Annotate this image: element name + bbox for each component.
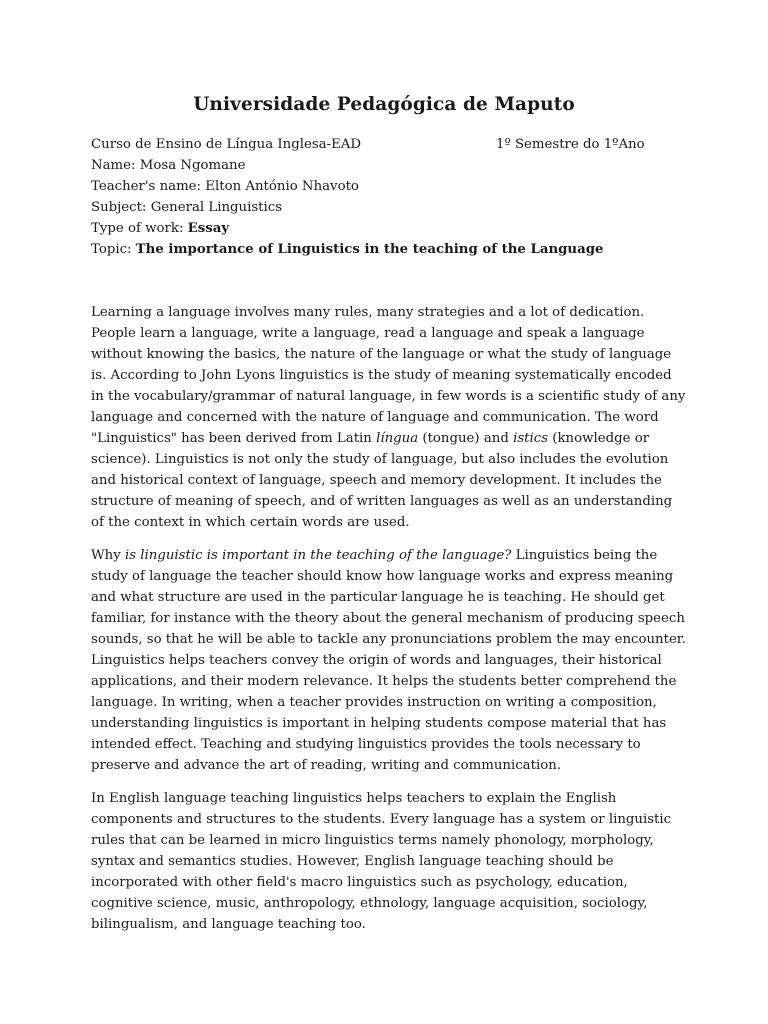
topic-line [91,239,691,260]
course-line [91,134,691,155]
subject-value: General Linguistics [150,200,283,215]
topic-label: Topic: [91,242,136,257]
course-text: Curso de Ensino de Língua Inglesa-EAD [91,137,362,152]
topic-value: The importance of Linguistics in the teaching of the Language [135,242,604,257]
paragraph-1-italic-lingua: língua [376,431,419,446]
paragraph-2-lead: Why [91,548,125,563]
document-header [91,134,691,260]
subject-line [91,197,691,218]
teacher-name-line [91,176,691,197]
subject-label: Subject: [91,200,151,215]
paragraph-3: In English language teaching linguistics helps teachers to explain the English components and structures to the students. Every language has a system or linguistic rules that can be learned in micro linguistics terms namely phonology, morphology, syntax and semantics studies. However, English language teaching should be incorporated with other field's macro linguistics such as psychology, education, cognitive science, music, anthropology, ethnology, language acquisition, sociology, bilingualism, and language teaching too. [91,791,672,932]
university-title: Universidade Pedagógica de Maputo [193,94,575,115]
work-value: Essay [187,221,230,236]
essay-body [91,302,687,947]
paragraph-2-question: is linguistic is important in the teaching of the language? [124,548,512,563]
paragraph-1-part-2: (tongue) and [418,431,514,446]
paragraph-1-italic-istics: istics [513,431,549,446]
semester-text: 1º Semestre do 1ºAno [496,137,645,152]
paragraph-1-part-3: (knowledge or science). Linguistics is not only the study of language, but also includes the evolution and historical context of language, speech and memory development. It includes the structure of meaning of speech, and of written languages as well as an understanding of the context in which certain words are used. [91,431,673,530]
teacher-label: Teacher's name: [91,179,206,194]
work-type-line [91,218,691,239]
paragraph-2-rest: Linguistics being the study of language the teacher should know how language works and express meaning and what structure are used in the particular language he is teaching. He should get familiar, for instance with the theory about the general mechanism of producing speech sounds, so that he will be able to tackle any pronunciations problem the may encounter. Linguistics helps teachers convey the origin of words and languages, their historical applications, and their modern relevance. It helps the students better comprehend the language. In writing, when a teacher provides instruction on writing a composition, understanding linguistics is important in helping students compose material that has intended effect. Teaching and studying linguistics provides the tools necessary to preserve and advance the art of reading, writing and communication. [91,548,686,773]
name-label: Name: [91,158,140,173]
paragraph-1-part-1: Learning a language involves many rules, many strategies and a lot of dedication. People learn a language, write a language, read a language and speak a language without knowing the basics, the nature of the language or what the study of language is. According to John Lyons linguistics is the study of meaning systematically encoded in the vocabulary/grammar of natural language, in few words is a scientific study of any language and concerned with the nature of language and communication. The word "Linguistics" has been derived from Latin [91,305,686,446]
work-label: Type of work: [91,221,188,236]
paragraph-2 [91,545,687,776]
student-name-line [91,155,691,176]
name-value: Mosa Ngomane [139,158,246,173]
teacher-value: Elton António Nhavoto [205,179,359,194]
paragraph-1 [91,302,687,533]
